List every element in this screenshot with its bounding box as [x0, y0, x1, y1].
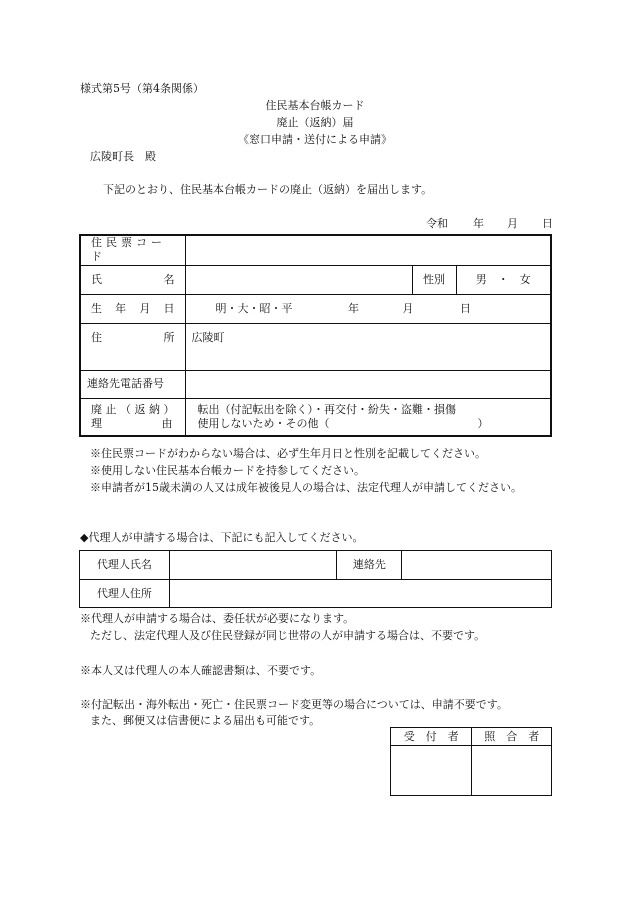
reason-options-2[interactable]: 使用しないため・その他（	[197, 416, 330, 430]
form-number: 様式第5号（第4条関係）	[80, 82, 204, 95]
resident-code-label: 住民票コード	[80, 235, 185, 265]
agent-intro: ◆代理人が申請する場合は、下記にも記入してください。	[80, 531, 364, 544]
name-label: 氏 名	[80, 265, 185, 294]
agent-note-5: また、郵便又は信書便による届出も可能です。	[90, 714, 321, 727]
birth-eras[interactable]: 明・大・昭・平	[215, 301, 293, 315]
received-by-label: 受 付 者	[391, 728, 472, 746]
agent-table	[79, 550, 552, 608]
reason-options-close: ）	[477, 416, 489, 430]
birth-date-label: 生 年 月 日	[80, 294, 185, 323]
agent-contact-field[interactable]	[402, 551, 552, 580]
main-form-table	[79, 234, 552, 437]
reason-options-1[interactable]: 転出（付記転出を除く）・再交付・紛失・盗難・損傷	[197, 402, 456, 416]
agent-note-2: ただし、法定代理人及び住民登録が同じ世帯の人が申請する場合は、不要です。	[90, 629, 486, 642]
title-line-1: 住民基本台帳カード	[265, 99, 365, 112]
resident-code-field[interactable]	[185, 235, 551, 265]
note-main-1: ※住民票コードがわからない場合は、必ず生年月日と性別を記載してください。	[90, 447, 486, 460]
note-main-2: ※使用しない住民基本台帳カードを持参してください。	[90, 464, 365, 477]
date-month: 月	[507, 217, 518, 230]
title-line-2: 廃止（返納）届	[276, 116, 354, 129]
agent-note-4: ※付記転出・海外転出・死亡・住民票コード変更等の場合については、申請不要です。	[80, 698, 508, 711]
gender-label: 性別	[412, 265, 456, 294]
gender-options[interactable]: 男 ・ 女	[456, 265, 551, 294]
address-field[interactable]	[185, 323, 551, 370]
agent-address-field[interactable]	[169, 580, 551, 608]
title-line-3: 《窓口申請・送付による申請》	[238, 133, 392, 146]
agent-note-1: ※代理人が申請する場合は、委任状が必要になります。	[80, 612, 355, 625]
date-day: 日	[542, 217, 553, 230]
intro-text: 下記のとおり、住民基本台帳カードの廃止（返納）を届出します。	[103, 183, 433, 196]
verified-by-label: 照 合 者	[472, 728, 552, 746]
phone-field[interactable]	[185, 370, 551, 398]
note-main-3: ※申請者が15歳未満の人又は成年被後見人の場合は、法定代理人が申請してください。	[90, 481, 522, 494]
birth-month-unit: 月	[402, 301, 414, 315]
birth-date-field[interactable]	[185, 294, 551, 323]
agent-contact-label: 連絡先	[337, 551, 402, 580]
reason-label: 廃 止 （ 返 納 ） 理 由	[80, 398, 185, 436]
birth-year-unit: 年	[348, 301, 359, 315]
verified-by-field[interactable]	[472, 746, 552, 796]
reason-field[interactable]	[185, 398, 551, 436]
birth-day-unit: 日	[460, 301, 471, 315]
received-by-field[interactable]	[391, 746, 472, 796]
agent-name-label: 代理人氏名	[80, 551, 170, 580]
name-field[interactable]	[185, 265, 412, 294]
address-label: 住 所	[80, 323, 185, 370]
office-use-table	[390, 727, 552, 796]
agent-note-3: ※本人又は代理人の本人確認書類は、不要です。	[80, 664, 322, 677]
address-prefix: 広陵町	[191, 330, 225, 344]
addressee: 広陵町長 殿	[90, 150, 156, 163]
agent-name-field[interactable]	[169, 551, 337, 580]
agent-address-label: 代理人住所	[80, 580, 170, 608]
phone-label: 連絡先電話番号	[80, 370, 185, 398]
date-era: 令和	[426, 217, 448, 230]
date-year: 年	[473, 217, 484, 230]
